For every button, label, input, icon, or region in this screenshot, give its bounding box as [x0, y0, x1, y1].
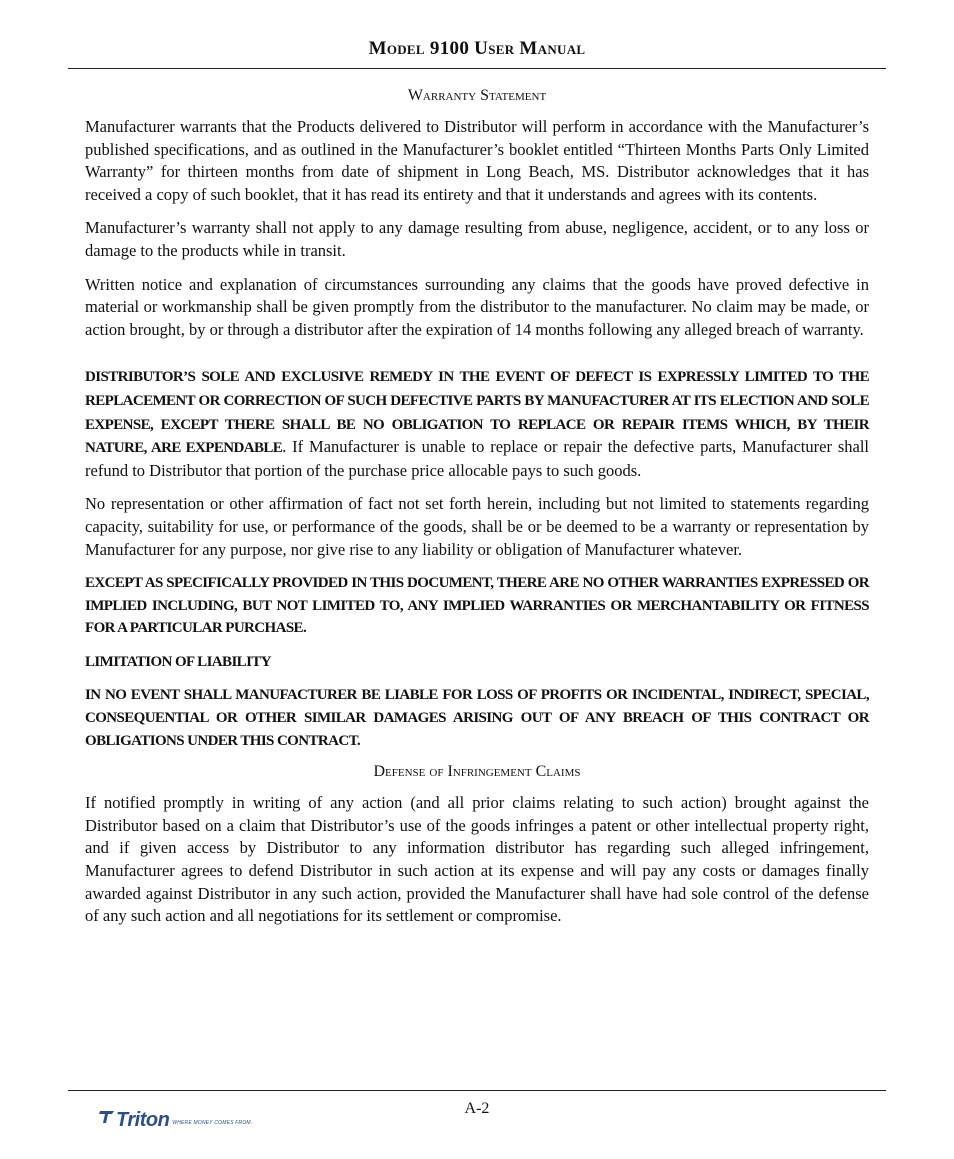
triton-logo [98, 1106, 252, 1130]
warranty-paragraph-5: No representation or other affirmation of fact not set forth herein, including but not limited to statements regarding capacity, suitability for use, or performance of the goods, shall be or be deemed to be a warranty or representation by Manufacturer for any purpose, nor give rise to any liability or obligation of Manufacturer whatever. [85, 494, 869, 559]
limitation-paragraph: IN NO EVENT SHALL MANUFACTURER BE LIABLE FOR LOSS OF PROFITS OR INCIDENTAL, INDIRECT, SPECIAL, CONSEQUENTIAL OR OTHER SIMILAR DAMAGES ARISING OUT OF ANY BREACH OF THIS CONTRACT OR OBLIGATIONS UNDER THIS CONTRACT. [85, 687, 869, 749]
defense-section-title: Defense of Infringement Claims [373, 763, 581, 781]
page-header-title: Model 9100 User Manual [368, 38, 586, 59]
warranty-disclaimer: EXCEPT AS SPECIFICALLY PROVIDED IN THIS DOCUMENT, THERE ARE NO OTHER WARRANTIES EXPRESSED OR IMPLIED INCLUDING, BUT NOT LIMITED TO, ANY IMPLIED WARRANTIES OR MERCHANTABILITY OR FITNESS FOR A PARTICULAR PURCHASE. [85, 575, 869, 637]
footer-divider [68, 1090, 886, 1091]
warranty-paragraph-4 [85, 365, 869, 482]
warranty-paragraph-2: Manufacturer’s warranty shall not apply to any damage resulting from abuse, negligence, accident, or to any loss or damage to the products while in transit. [85, 218, 869, 260]
logo-wordmark: Triton [116, 1109, 170, 1131]
limitation-heading: LIMITATION OF LIABILITY [85, 653, 271, 670]
page-number: A-2 [464, 1100, 490, 1117]
remedy-rest-text: . If Manufacturer is unable to replace or repair the defective parts, Manufacturer shall refund to Distributor that portion of the purchase price allocable pays to such goods. [85, 437, 869, 480]
warranty-paragraph-1: Manufacturer warrants that the Products delivered to Distributor will perform in accordance with the Manufacturer’s published specifications, and as outlined in the Manufacturer’s booklet entitled “Thirteen Months Parts Only Limited Warranty” for thirteen months from date of shipment in Long Beach, MS. Distributor acknowledges that it has received a copy of such booklet, that it has read its entirety and that it understands and agrees with its contents. [85, 117, 869, 204]
triton-logo-mark-icon [98, 1107, 116, 1130]
warranty-paragraph-3: Written notice and explanation of circumstances surrounding any claims that the goods have proved defective in material or workmanship shall be given promptly from the distributor to the manufacturer. No claim may be made, or action brought, by or through a distributor after the expiration of 14 months following any alleged breach of warranty. [85, 274, 869, 339]
page-content [85, 87, 869, 939]
remedy-bold-text: DISTRIBUTOR’S SOLE AND EXCLUSIVE REMEDY IN THE EVENT OF DEFECT IS EXPRESSLY LIMITED TO THE REPLACEMENT OR CORRECTION OF SUCH DEFECTIVE PARTS BY MANUFACTURER AT ITS ELECTION AND SOLE EXPENSE, EXCEPT THERE SHALL BE NO OBLIGATION TO REPLACE OR REPAIR ITEMS WHICH, BY THEIR NATURE, ARE EXPENDABLE [85, 369, 869, 457]
defense-paragraph: If notified promptly in writing of any action (and all prior claims relating to such action) brought against the Distributor based on a claim that Distributor’s use of the goods infringes a patent or other intellectual property right, and if given access by Distributor to any information distributor has regarding such alleged infringement, Manufacturer agrees to defend Distributor in such action at its expense and will pay any costs or damages finally awarded against Distributor in any such action, provided the Manufacturer shall have had sole control of the defense of any such action and all negotiations for its settlement or compromise. [85, 793, 869, 926]
logo-tagline: WHERE MONEY COMES FROM. [172, 1120, 253, 1126]
warranty-section-title: Warranty Statement [407, 87, 547, 104]
header-divider [68, 68, 886, 69]
